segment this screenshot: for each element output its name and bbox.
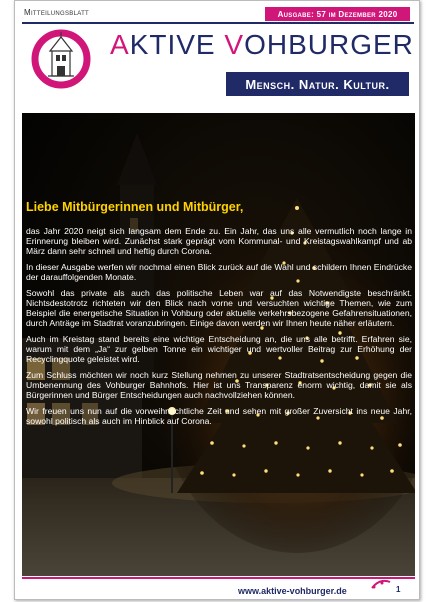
newsletter-title: AKTIVE VOHBURGER xyxy=(110,29,414,60)
swoosh-icon xyxy=(370,578,394,592)
subtitle-banner: Mensch. Natur. Kultur. xyxy=(226,72,409,96)
header-divider xyxy=(22,22,414,24)
website-link[interactable]: www.aktive-vohburger.de xyxy=(238,586,347,596)
article-headline: Liebe Mitbürgerinnen und Mitbürger, xyxy=(26,200,244,214)
page-number: 1 xyxy=(396,585,401,594)
newsletter-label: Mitteilungsblatt xyxy=(24,8,90,17)
footer-divider xyxy=(22,577,415,579)
footer-bar xyxy=(22,576,415,596)
article-paragraph: Sowohl das private als auch das politische Leben war auf das Notwendigste beschränkt. Nichtsdestotrotz richteten wir den Blick nach vorne und versuchten wichtige Themen, wie zum Beispiel die energetische Situation in Vohburg oder aktuelle verkehrsbezogene Gefahrensituationen, durch Anträge im Stadtrat voranzubringen. Einige davon werden wir Ihnen heute näher erläutern. xyxy=(26,288,412,328)
issue-badge: Ausgabe: 57 im Dezember 2020 xyxy=(265,7,410,21)
tower-logo-icon xyxy=(30,28,92,90)
article-paragraph: Auch im Kreistag stand bereits eine wichtige Entscheidung an, die uns alle betrifft. Erfahren sie, warum mit dem „Ja“ zur gelben Tonne ein wichtiger und wertvoller Beitrag zur Erhöhung der Recyclingquote geleistet wird. xyxy=(26,334,412,364)
article-paragraph: Zum Schluss möchten wir noch kurz Stellung nehmen zu unserer Stadtratsentscheidung gegen die Umbenennung des Vohburger Bahnhofs. Hier ist uns Transparenz enorm wichtig, damit sie als Bürgerinnen und Bürger Entscheidungen auch nachvollziehen können. xyxy=(26,370,412,400)
article-body xyxy=(26,226,412,432)
article-paragraph: das Jahr 2020 neigt sich langsam dem Ende zu. Ein Jahr, das uns alle vermutlich noch lange in Erinnerung bleiben wird. Zunächst stark geprägt vom Kommunal- und Kreistagswahlkampf und ab März dann sehr schnell und heftig durch Corona. xyxy=(26,226,412,256)
article-paragraph: Wir freuen uns nun auf die vorweihnachtliche Zeit und sehen mit großer Zuversicht ins neue Jahr, sowohl politisch als auch im Hinblick auf Corona. xyxy=(26,406,412,426)
article-paragraph: In dieser Ausgabe werfen wir nochmal einen Blick zurück auf die Wahl und schildern Ihnen Eindrücke der darauffolgenden Monate. xyxy=(26,262,412,282)
